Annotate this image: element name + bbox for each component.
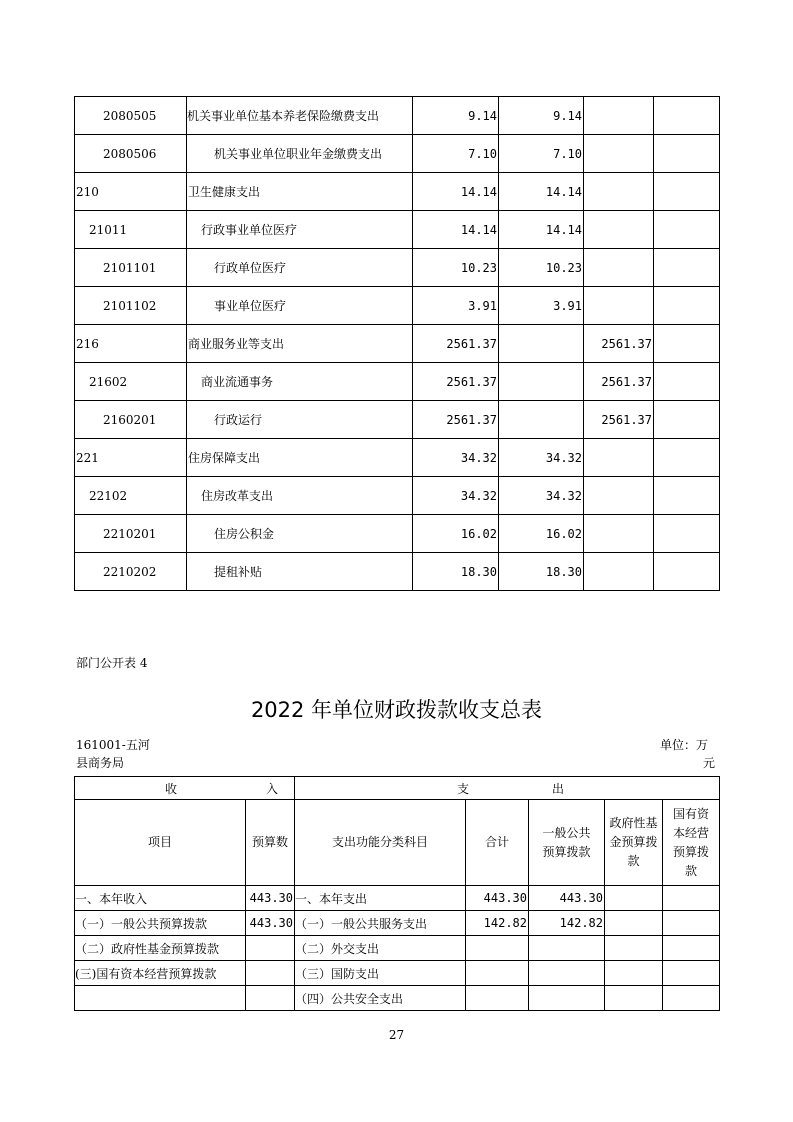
col-fund: 政府性基金预算拨款 [605, 800, 663, 886]
cell-other [654, 287, 720, 325]
cell-basic [499, 325, 584, 363]
col-general: 一般公共预算拨款 [529, 800, 605, 886]
table-row [75, 325, 720, 363]
cell-basic: 14.14 [499, 173, 584, 211]
cell-name: 住房保障支出 [187, 439, 413, 477]
table-row [75, 97, 720, 135]
cell-total: 443.30 [466, 886, 529, 911]
cell-code: 2101102 [75, 287, 187, 325]
cell-total: 7.10 [413, 135, 499, 173]
cell-item: （二）政府性基金预算拨款 [75, 936, 246, 961]
table-row [75, 936, 720, 961]
cell-basic [499, 363, 584, 401]
cell-func: （一）一般公共服务支出 [295, 911, 466, 936]
cell-code: 21011 [75, 211, 187, 249]
cell-total: 3.91 [413, 287, 499, 325]
cell-other [654, 553, 720, 591]
fiscal-summary-table [74, 776, 720, 1011]
cell-name: 住房改革支出 [187, 477, 413, 515]
cell-other [654, 135, 720, 173]
cell-other [654, 173, 720, 211]
cell-other [654, 363, 720, 401]
table-row [75, 249, 720, 287]
cell-project [584, 249, 654, 287]
cell-fund [605, 936, 663, 961]
cell-total [466, 961, 529, 986]
cell-other [654, 211, 720, 249]
unit-label-cont: 元 [703, 756, 716, 770]
page-label: 部门公开表 4 [76, 656, 148, 670]
cell-total: 34.32 [413, 439, 499, 477]
cell-state [663, 961, 720, 986]
cell-total: 14.14 [413, 173, 499, 211]
cell-name: 商业流通事务 [187, 363, 413, 401]
cell-total: 9.14 [413, 97, 499, 135]
cell-total: 16.02 [413, 515, 499, 553]
cell-fund [605, 911, 663, 936]
cell-basic: 18.30 [499, 553, 584, 591]
table-row [75, 211, 720, 249]
cell-basic: 9.14 [499, 97, 584, 135]
cell-total: 142.82 [466, 911, 529, 936]
cell-total: 14.14 [413, 211, 499, 249]
expenditure-detail-table [74, 96, 720, 591]
col-func: 支出功能分类科目 [295, 800, 466, 886]
cell-func: （三）国防支出 [295, 961, 466, 986]
table-row [75, 135, 720, 173]
table-row [75, 363, 720, 401]
cell-project: 2561.37 [584, 325, 654, 363]
cell-basic [499, 401, 584, 439]
cell-name: 行政单位医疗 [187, 249, 413, 287]
table-row [75, 477, 720, 515]
cell-other [654, 249, 720, 287]
cell-state [663, 911, 720, 936]
header-expense: 支 出 [295, 777, 720, 800]
cell-code: 2080506 [75, 135, 187, 173]
cell-func: （二）外交支出 [295, 936, 466, 961]
cell-state [663, 986, 720, 1011]
cell-state [663, 886, 720, 911]
cell-func: 一、本年支出 [295, 886, 466, 911]
page-number: 27 [388, 1028, 405, 1042]
cell-other [654, 325, 720, 363]
cell-project [584, 97, 654, 135]
cell-project [584, 135, 654, 173]
cell-other [654, 439, 720, 477]
cell-total: 10.23 [413, 249, 499, 287]
cell-other [654, 515, 720, 553]
unit-name: 县商务局 [76, 756, 125, 770]
cell-fund [605, 986, 663, 1011]
cell-name: 住房公积金 [187, 515, 413, 553]
cell-item: (三)国有资本经营预算拨款 [75, 961, 246, 986]
cell-budget [246, 986, 295, 1011]
cell-name: 行政运行 [187, 401, 413, 439]
cell-item: （一）一般公共预算拨款 [75, 911, 246, 936]
cell-item [75, 986, 246, 1011]
cell-name: 机关事业单位基本养老保险缴费支出 [187, 97, 413, 135]
table-row [75, 439, 720, 477]
cell-basic: 3.91 [499, 287, 584, 325]
cell-code: 2101101 [75, 249, 187, 287]
cell-name: 行政事业单位医疗 [187, 211, 413, 249]
table-row [75, 401, 720, 439]
cell-project: 2561.37 [584, 363, 654, 401]
cell-total: 18.30 [413, 553, 499, 591]
table-row [75, 287, 720, 325]
cell-project [584, 211, 654, 249]
cell-basic: 10.23 [499, 249, 584, 287]
cell-general: 142.82 [529, 911, 605, 936]
unit-code: 161001-五河 [76, 738, 150, 752]
col-total: 合计 [466, 800, 529, 886]
cell-code: 2210202 [75, 553, 187, 591]
cell-code: 2160201 [75, 401, 187, 439]
cell-budget: 443.30 [246, 886, 295, 911]
cell-budget [246, 961, 295, 986]
cell-total: 2561.37 [413, 401, 499, 439]
cell-code: 22102 [75, 477, 187, 515]
cell-basic: 16.02 [499, 515, 584, 553]
cell-project [584, 515, 654, 553]
cell-budget: 443.30 [246, 911, 295, 936]
cell-total [466, 986, 529, 1011]
cell-project: 2561.37 [584, 401, 654, 439]
cell-other [654, 97, 720, 135]
cell-fund [605, 961, 663, 986]
cell-name: 商业服务业等支出 [187, 325, 413, 363]
cell-general [529, 961, 605, 986]
cell-name: 卫生健康支出 [187, 173, 413, 211]
table-row [75, 553, 720, 591]
table-row [75, 886, 720, 911]
cell-name: 机关事业单位职业年金缴费支出 [187, 135, 413, 173]
cell-project [584, 553, 654, 591]
cell-code: 221 [75, 439, 187, 477]
cell-total: 2561.37 [413, 325, 499, 363]
table-row [75, 961, 720, 986]
cell-name: 提租补贴 [187, 553, 413, 591]
page-title: 2022 年单位财政拨款收支总表 [250, 698, 543, 722]
cell-item: 一、本年收入 [75, 886, 246, 911]
unit-label: 单位：万 [660, 738, 709, 752]
cell-other [654, 401, 720, 439]
cell-basic: 34.32 [499, 439, 584, 477]
cell-project [584, 439, 654, 477]
col-item: 项目 [75, 800, 246, 886]
cell-code: 2080505 [75, 97, 187, 135]
cell-total: 2561.37 [413, 363, 499, 401]
cell-budget [246, 936, 295, 961]
cell-general [529, 986, 605, 1011]
cell-total: 34.32 [413, 477, 499, 515]
cell-code: 2210201 [75, 515, 187, 553]
cell-project [584, 287, 654, 325]
cell-project [584, 477, 654, 515]
cell-basic: 14.14 [499, 211, 584, 249]
cell-total [466, 936, 529, 961]
cell-code: 210 [75, 173, 187, 211]
table-row [75, 986, 720, 1011]
cell-name: 事业单位医疗 [187, 287, 413, 325]
cell-general: 443.30 [529, 886, 605, 911]
cell-project [584, 173, 654, 211]
header-income: 收 入 [75, 777, 295, 800]
cell-general [529, 936, 605, 961]
cell-other [654, 477, 720, 515]
cell-fund [605, 886, 663, 911]
cell-state [663, 936, 720, 961]
col-budget: 预算数 [246, 800, 295, 886]
table-row [75, 173, 720, 211]
cell-code: 216 [75, 325, 187, 363]
cell-basic: 34.32 [499, 477, 584, 515]
col-state: 国有资本经营预算拨款 [663, 800, 720, 886]
cell-func: （四）公共安全支出 [295, 986, 466, 1011]
cell-basic: 7.10 [499, 135, 584, 173]
cell-code: 21602 [75, 363, 187, 401]
table-row [75, 515, 720, 553]
table-row [75, 911, 720, 936]
